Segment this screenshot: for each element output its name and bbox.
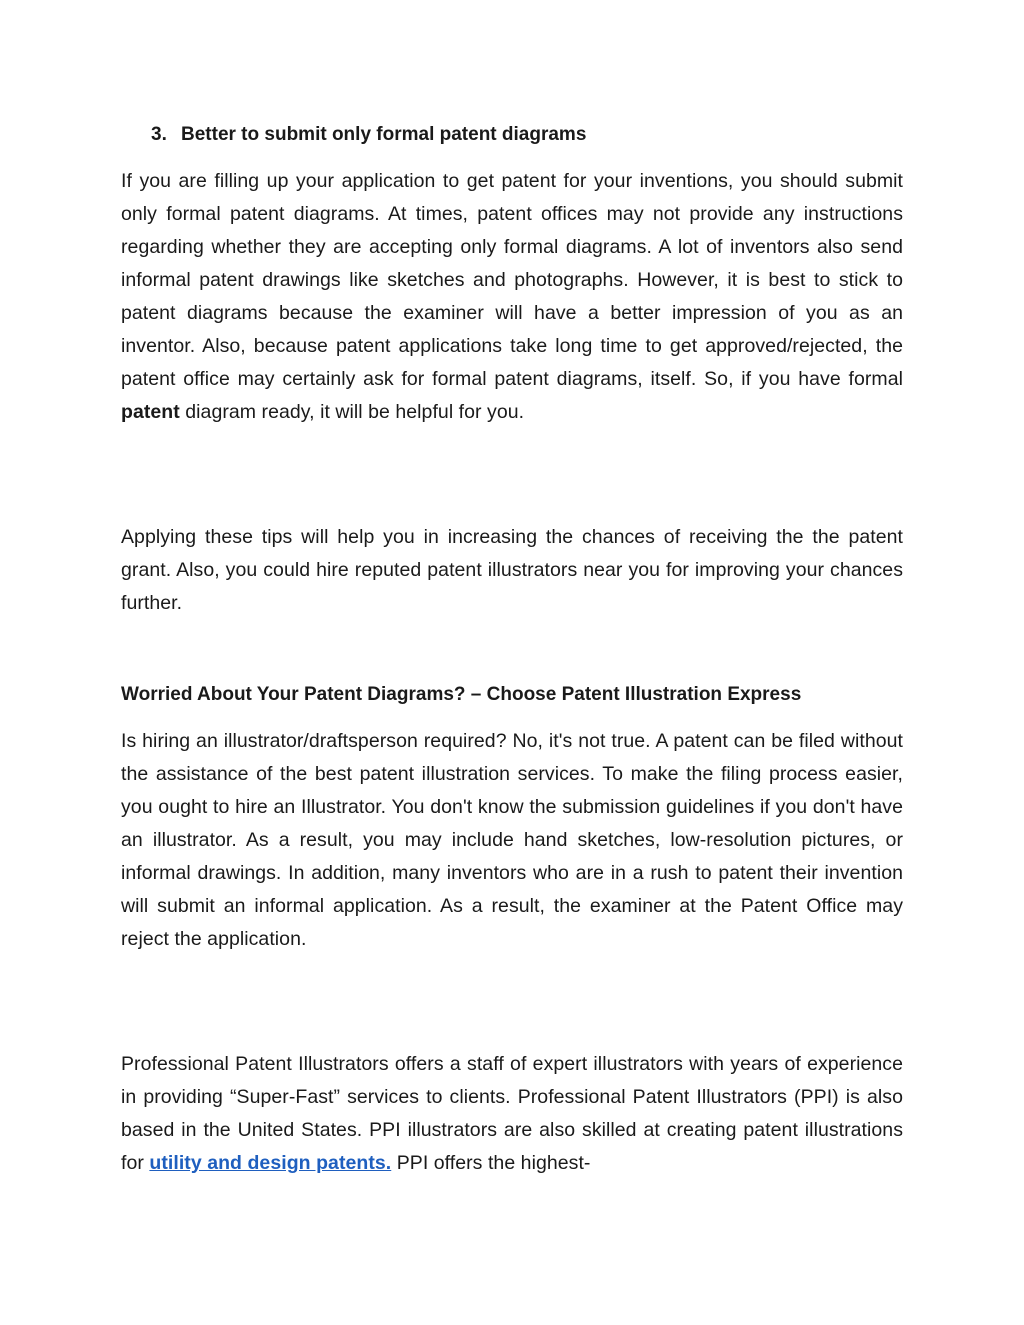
paragraph-text: If you are filling up your application to get patent for your inventions, you should submit only formal patent diagrams. At times, patent offices may not provide any instructions regarding whether they are accepting only formal diagrams. A lot of inventors also send informal patent drawings like sketches and photographs. However, it is best to stick to patent diagrams because the examiner will have a better impression of you as an inventor. Also, because patent applications take long time to get approved/rejected, the patent office may certainly ask for formal patent diagrams, itself. So, if you have formal	[121, 170, 903, 390]
paragraph-text-end: diagram ready, it will be helpful for you.	[179, 401, 525, 423]
section-title: Better to submit only formal patent diagrams	[181, 124, 587, 145]
list-number: 3.	[151, 124, 167, 145]
paragraph-text-end: PPI offers the highest-	[391, 1152, 591, 1174]
ppi-paragraph	[121, 1048, 903, 1180]
paragraph-text: Professional Patent Illustrators offers a staff of expert illustrators with years of experience in providing “Super-Fast” services to clients. Professional Patent Illustrators (PPI) is also based in the United States. PPI illustrators are also skilled at creating patent illustrations for	[121, 1053, 903, 1174]
section-heading-3	[151, 118, 586, 151]
formal-diagrams-paragraph	[121, 165, 903, 429]
bold-word: patent	[121, 401, 180, 423]
illustrator-paragraph: Is hiring an illustrator/draftsperson required? No, it's not true. A patent can be filed without the assistance of the best patent illustration services. To make the filing process easier, you ought to hire an Illustrator. You don't know the submission guidelines if you don't have an illustrator. As a result, you may include hand sketches, low-resolution pictures, or informal drawings. In addition, many inventors who are in a rush to patent their invention will submit an informal application. As a result, the examiner at the Patent Office may reject the application.	[121, 730, 903, 950]
worried-heading: Worried About Your Patent Diagrams? – Choose Patent Illustration Express	[121, 684, 802, 705]
utility-design-patents-link[interactable]: utility and design patents.	[149, 1152, 392, 1174]
tips-paragraph: Applying these tips will help you in increasing the chances of receiving the the patent grant. Also, you could hire reputed patent illustrators near you for improving your chances further.	[121, 526, 903, 614]
